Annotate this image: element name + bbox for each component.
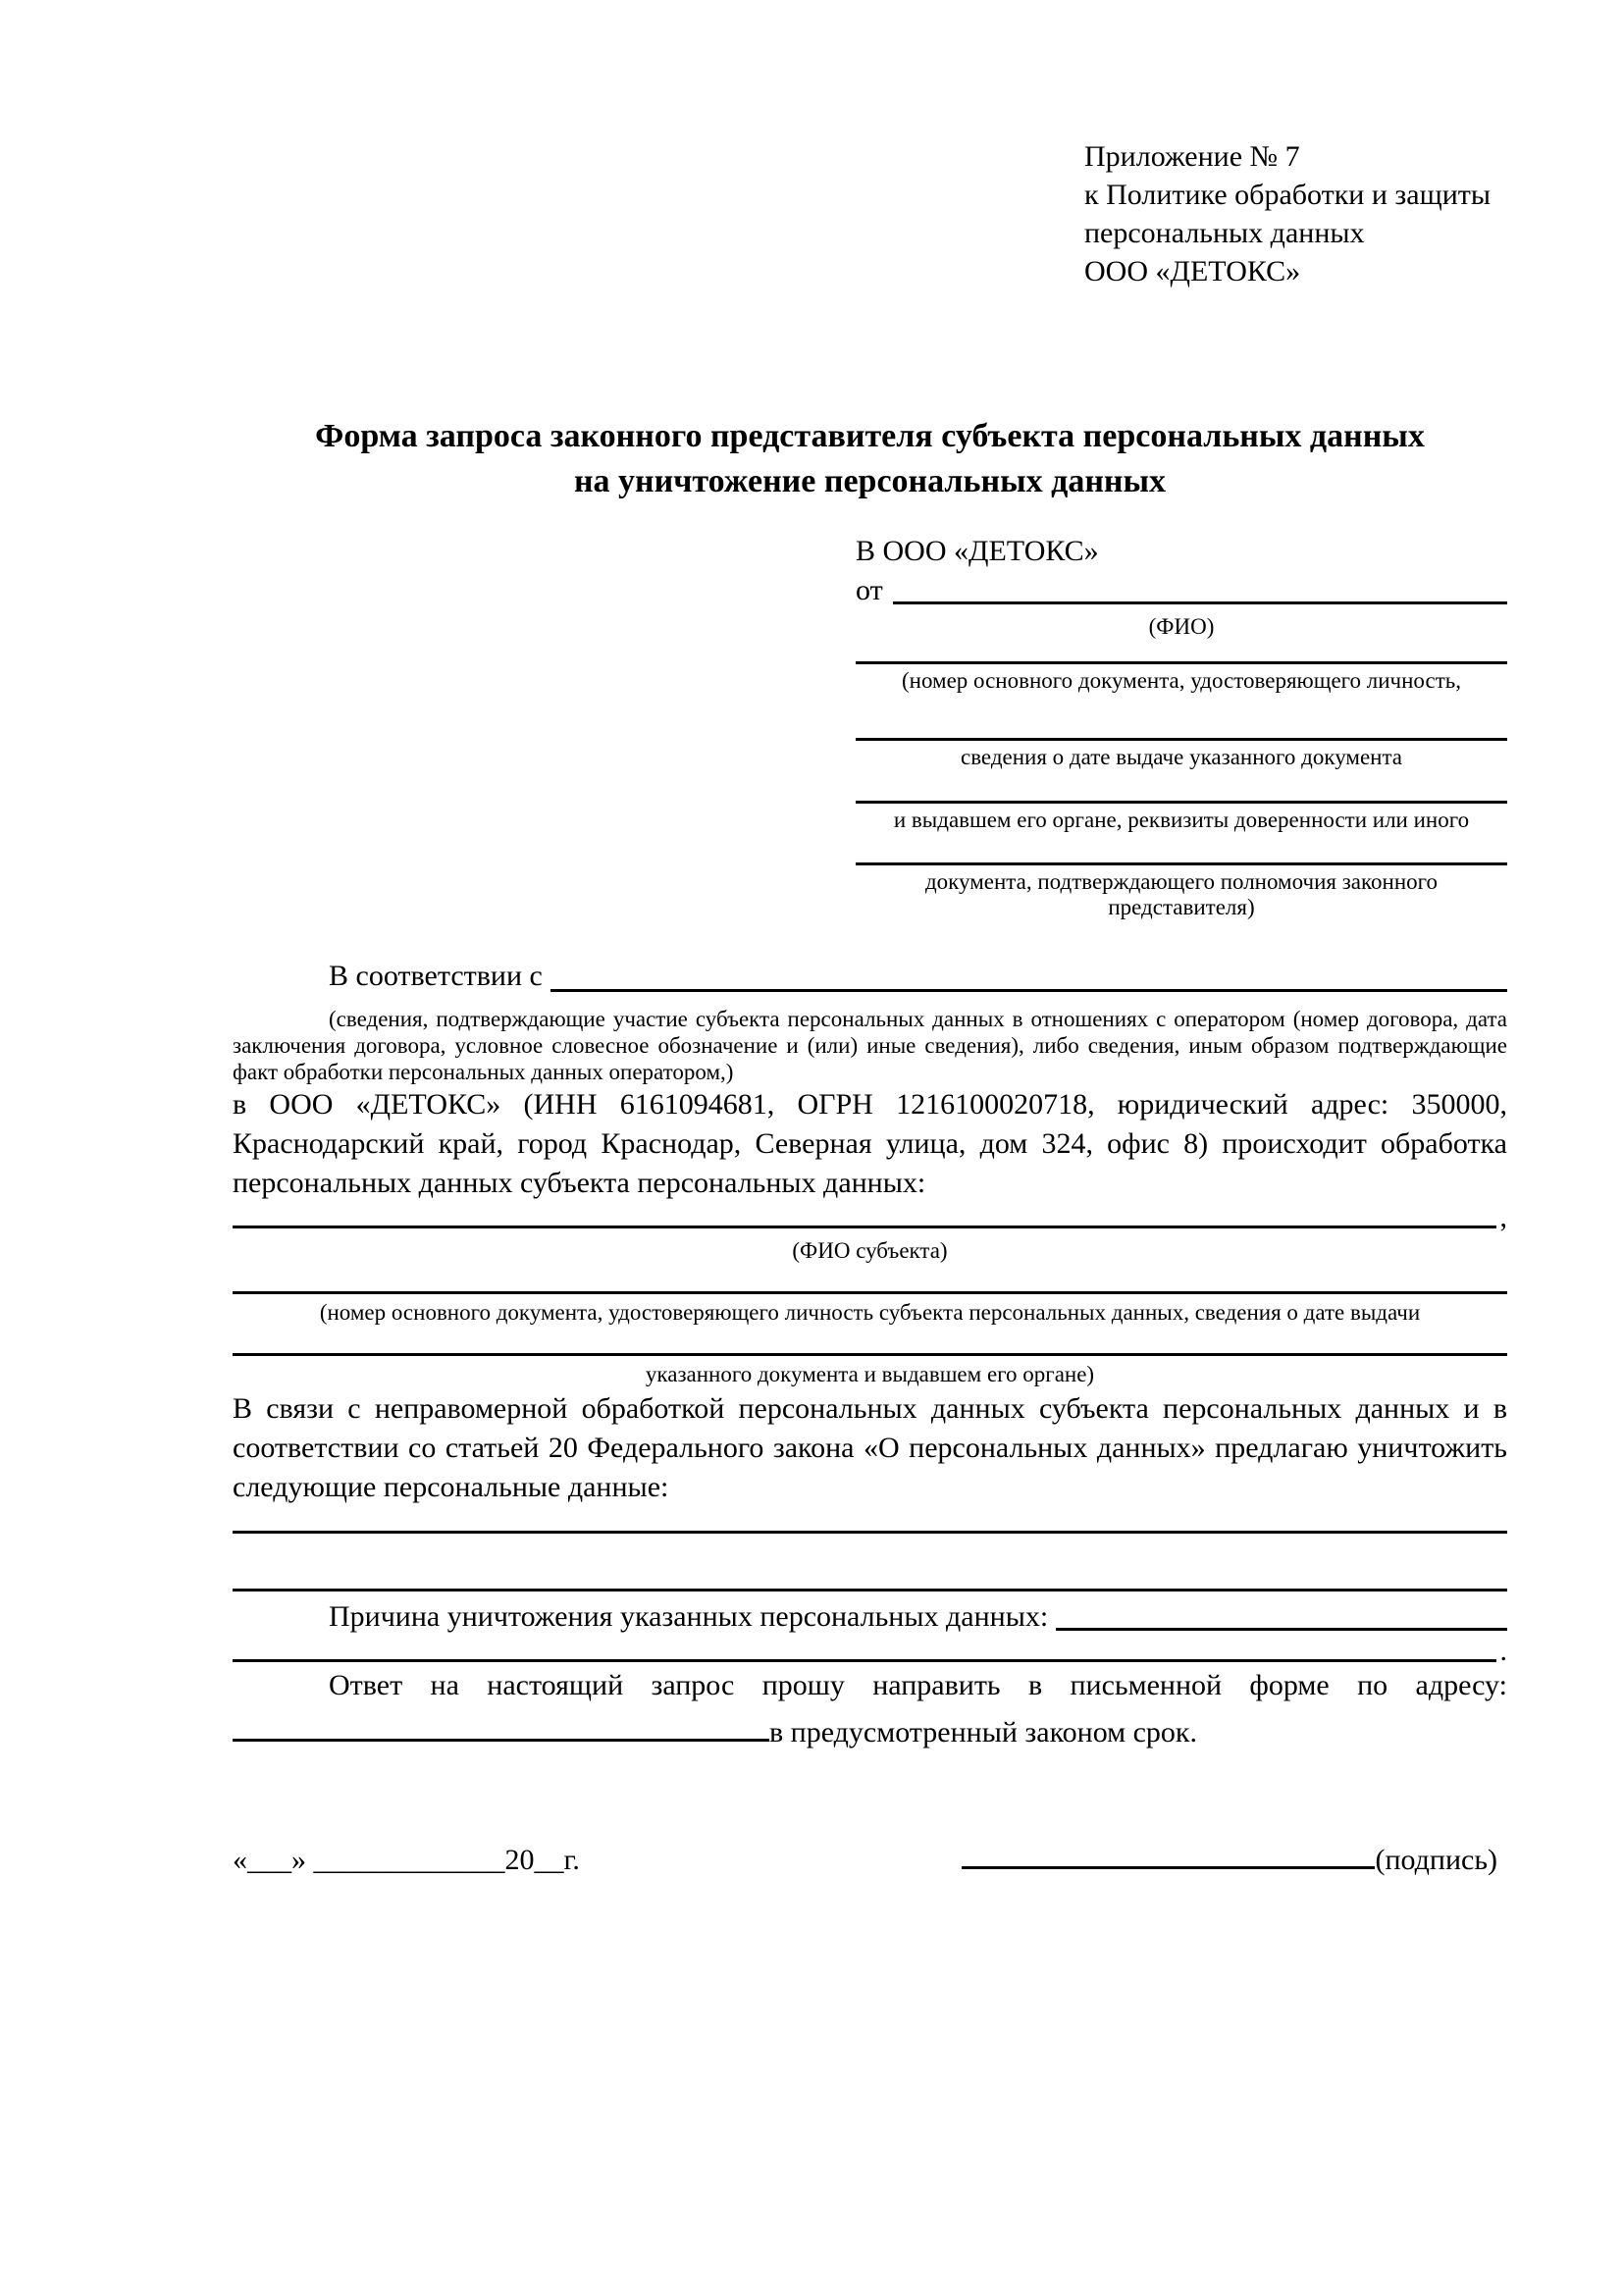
- blank-line-subject-fio: [233, 1203, 1496, 1228]
- date-field: «___» _____________20__г.: [233, 1844, 580, 1876]
- annex-line: к Политике обработки и защиты: [1084, 179, 1492, 211]
- from-label: от: [856, 574, 883, 606]
- caption-fio: (ФИО): [1148, 614, 1215, 639]
- addressee-block: [856, 532, 1507, 920]
- reason-label: Причина уничтожения указанных персональных данных:: [329, 1600, 1049, 1633]
- reply-tail: в предусмотренный законом срок.: [769, 1716, 1197, 1748]
- caption-subject-fio: (ФИО субъекта): [792, 1238, 948, 1263]
- caption-doc-authority: и выдавшем его органе, реквизиты доверенности или иного: [893, 808, 1470, 832]
- operator-paragraph: в ООО «ДЕТОКС» (ИНН 6161094681, ОГРН 1216100020718, юридический адрес: 350000, Краснодарский край, город Краснодар, Северная улица, дом 324, офис 8) происходит обработка персональных данных субъекта персональных данных:: [233, 1088, 1507, 1199]
- demand-paragraph: В связи с неправомерной обработкой персональных данных субъекта персональных данных и в соответствии со статьей 20 Федерального закона «О персональных данных» предлагаю уничтожить следующие персональные данные:: [233, 1392, 1507, 1503]
- reason-row: [233, 1597, 1507, 1637]
- annex-header: [1084, 137, 1507, 290]
- subject-fio-row: [233, 1203, 1507, 1232]
- caption-doc-issue-date: сведения о дате выдаче указанного документа: [960, 745, 1403, 769]
- reply-paragraph: Ответ на настоящий запрос прошу направить в письменной форме по адресу:: [329, 1669, 1507, 1701]
- from-row: [856, 571, 1507, 610]
- blank-line-signature: [962, 1833, 1375, 1869]
- annex-line: Приложение № 7: [1084, 140, 1300, 173]
- addressee-to: В ООО «ДЕТОКС»: [856, 535, 1099, 567]
- trailing-period: .: [1499, 1635, 1507, 1667]
- caption-power-of-attorney: документа, подтверждающего полномочия законного представителя): [924, 869, 1438, 919]
- blank-line-representative-fio: [893, 571, 1507, 604]
- blank-line-data-to-destroy-2: [233, 1589, 1507, 1592]
- caption-signature: (подпись): [1375, 1844, 1497, 1876]
- footer-row: [233, 1833, 1507, 1880]
- document-title-line2: на уничтожение персональных данных: [573, 463, 1167, 499]
- caption-subject-doc-authority: указанного документа и выдавшем его органе): [645, 1362, 1095, 1386]
- blank-line-reason-1: [1056, 1597, 1507, 1631]
- signature-group: [962, 1833, 1497, 1880]
- blank-line-reply-address: [233, 1705, 769, 1742]
- caption-subject-doc: (номер основного документа, удостоверяющего личность субъекта персональных данных, сведения о дате выдачи: [319, 1300, 1421, 1325]
- blank-line-data-to-destroy-1: [233, 1531, 1507, 1534]
- accordance-note: (сведения, подтверждающие участие субъекта персональных данных в отношениях с оператором (номер договора, дата заключения договора, условное словесное обозначение и (или) иные сведения), либо сведения, иным образом подтверждающие факт обработки персональных данных оператором,): [233, 1007, 1507, 1084]
- reply-tail-row: [233, 1705, 1507, 1752]
- annex-line: ООО «ДЕТОКС»: [1084, 255, 1301, 287]
- document-title-line1: Форма запроса законного представителя субъекта персональных данных: [315, 418, 1425, 454]
- accordance-lead: В соответствии с: [329, 960, 543, 992]
- caption-doc-number: (номер основного документа, удостоверяющего личность,: [901, 668, 1461, 693]
- document-title: [233, 414, 1507, 504]
- reason-continuation-row: [233, 1637, 1507, 1666]
- blank-line-accordance: [550, 957, 1507, 992]
- trailing-comma: ,: [1499, 1201, 1507, 1233]
- blank-line-reason-2: [233, 1637, 1496, 1662]
- annex-line: персональных данных: [1084, 217, 1365, 249]
- accordance-row: [233, 957, 1507, 996]
